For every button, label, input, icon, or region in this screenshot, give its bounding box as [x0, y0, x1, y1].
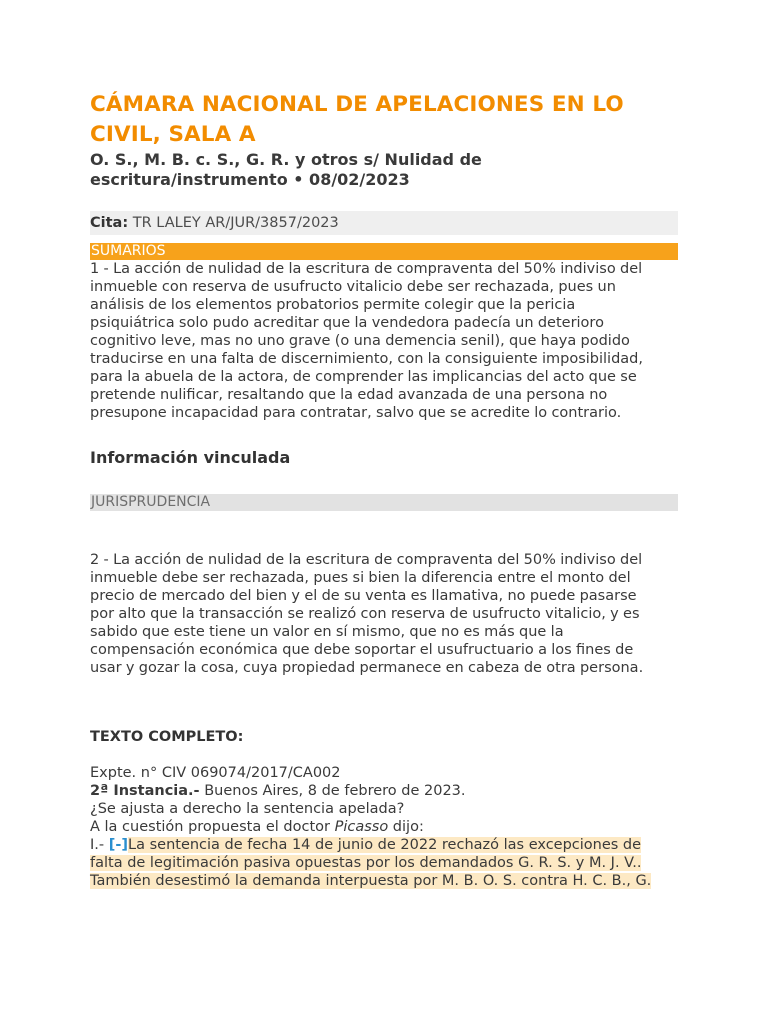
citation-bar [90, 211, 678, 235]
court-title-line-2: CIVIL, SALA A [90, 122, 256, 147]
section-number: I.- [90, 837, 109, 853]
court-title-line-1: CÁMARA NACIONAL DE APELACIONES EN LO [90, 92, 624, 117]
judge-intro-suffix: dijo: [388, 819, 424, 835]
judge-intro-line [90, 818, 678, 836]
summary-paragraph-2 [90, 551, 678, 677]
linked-info-heading: Información vinculada [90, 448, 291, 467]
full-text-heading: TEXTO COMPLETO: [90, 729, 244, 745]
summary-2-line: inmueble debe ser rechazada, pues si bien la diferencia entre el monto del [90, 570, 631, 586]
document-content [90, 90, 678, 890]
judge-intro-prefix: A la cuestión propuesta el doctor [90, 819, 335, 835]
citation-label: Cita: [90, 215, 129, 231]
opinion-line-1 [90, 836, 678, 854]
summary-2-line: precio de mercado del bien y el de su venta es llamativa, no puede pasarse [90, 588, 637, 604]
summary-1-line: 1 - La acción de nulidad de la escritura de compraventa del 50% indiviso del [90, 261, 643, 277]
jurisprudencia-header[interactable]: JURISPRUDENCIA [90, 494, 678, 511]
opinion-line-2 [90, 854, 678, 872]
case-title-line-1: O. S., M. B. c. S., G. R. y otros s/ Nulidad de [90, 150, 482, 169]
summary-1-line: psiquiátrica solo pudo acreditar que la vendedora padecía un deterioro [90, 315, 604, 331]
instance-line [90, 782, 678, 800]
instance-date: Buenos Aires, 8 de febrero de 2023. [199, 783, 466, 799]
court-title [90, 90, 678, 150]
opinion-line-3 [90, 872, 678, 890]
summary-2-line: por alto que la transacción se realizó con reserva de usufructo vitalicio, y es [90, 606, 640, 622]
case-title-line-2: escritura/instrumento • 08/02/2023 [90, 170, 410, 189]
summary-1-line: para la abuela de la actora, de comprender las implicancias del acto que se [90, 369, 637, 385]
summary-2-line: compensación económica que debe soportar el usufructuario a los fines de [90, 642, 634, 658]
summary-2-line: sabido que este tiene un valor en sí mismo, que no es más que la [90, 624, 564, 640]
summary-1-line: inmueble con reserva de usufructo vitalicio debe ser rechazada, pues un [90, 279, 616, 295]
collapse-toggle[interactable]: [-] [108, 837, 129, 853]
case-file-number: Expte. n° CIV 069074/2017/CA002 [90, 765, 341, 781]
summary-2-line: 2 - La acción de nulidad de la escritura de compraventa del 50% indiviso del [90, 552, 643, 568]
summary-paragraph-1 [90, 260, 678, 422]
judge-name: Picasso [334, 819, 389, 835]
instance-label: 2ª Instancia.- [90, 783, 200, 799]
sumarios-header: SUMARIOS [90, 243, 678, 260]
highlighted-text-1: La sentencia de fecha 14 de junio de 2022 rechazó las excepciones de [128, 837, 642, 853]
citation-value: TR LALEY AR/JUR/3857/2023 [132, 215, 339, 231]
case-title [90, 150, 678, 190]
summary-1-line: pretende nulificar, resaltando que la edad avanzada de una persona no [90, 387, 608, 403]
highlighted-text-2: falta de legitimación pasiva opuestas por los demandados G. R. S. y M. J. V.. [90, 855, 642, 871]
question-line: ¿Se ajusta a derecho la sentencia apelada? [90, 801, 405, 817]
summary-2-line: usar y gozar la cosa, cuya propiedad permanece en cabeza de otra persona. [90, 660, 644, 676]
summary-1-line: análisis de los elementos probatorios permite colegir que la pericia [90, 297, 576, 313]
highlighted-text-3: También desestimó la demanda interpuesta por M. B. O. S. contra H. C. B., G. [90, 873, 652, 889]
summary-1-line: cognitivo leve, mas no uno grave (o una demencia senil), que haya podido [90, 333, 630, 349]
summary-1-line: traducirse en una falta de discernimiento, con la consiguiente imposibilidad, [90, 351, 643, 367]
summary-1-line: presupone incapacidad para contratar, salvo que se acredite lo contrario. [90, 405, 622, 421]
